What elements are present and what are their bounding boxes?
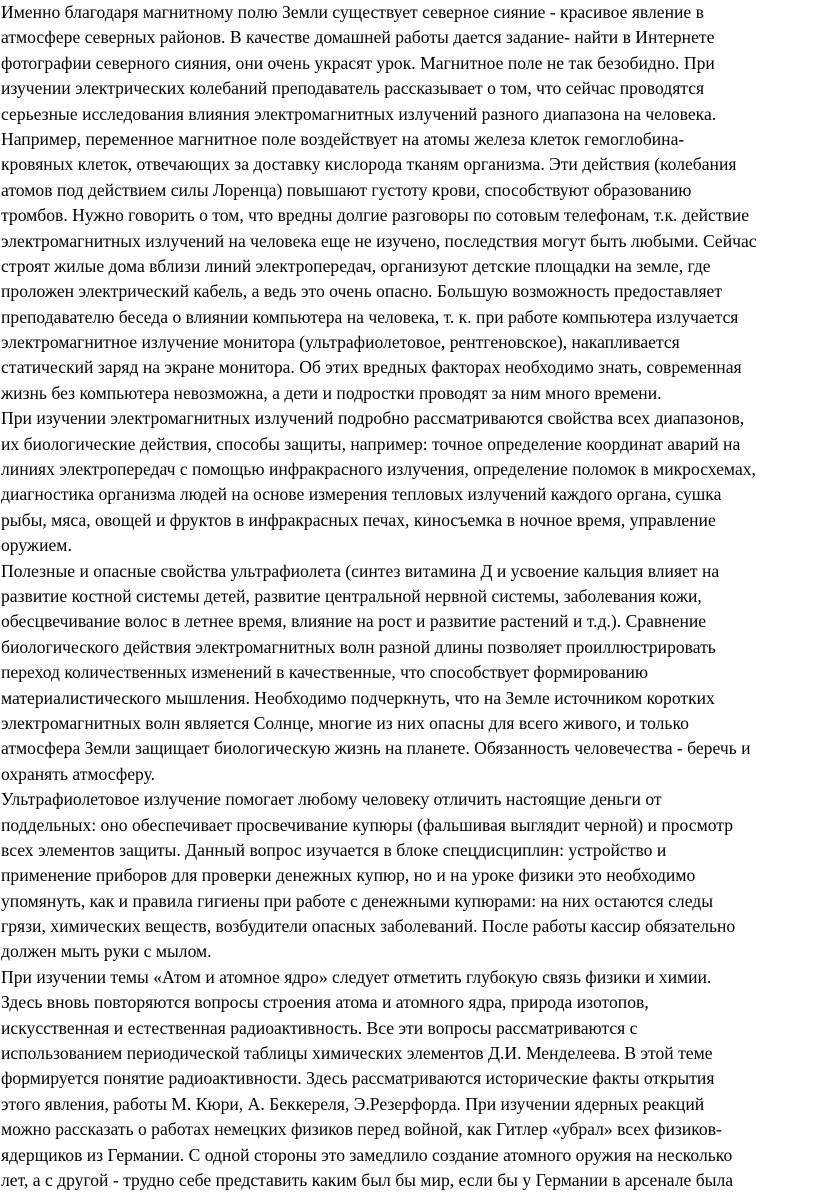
text-line: переход количественных изменений в качественные, что способствует формированию (1, 662, 649, 683)
text-line: преподавателю беседа о влиянии компьютера на человека, т. к. при работе компьютера излучается (1, 306, 739, 327)
text-line: искусственная и естественная радиоактивность. Все эти вопросы рассматриваются с (1, 1017, 638, 1038)
text-line: материалистического мышления. Необходимо подчеркнуть, что на Земле источником коротких (1, 687, 715, 708)
text-line: развитие костной системы детей, развитие центральной нервной системы, заболевания кожи, (1, 585, 702, 606)
text-line: обесцвечивание волос в летнее время, влияние на рост и развитие растений и т.д.). Сравнение (1, 611, 707, 632)
text-line: Ультрафиолетовое излучение помогает любому человеку отличить настоящие деньги от (1, 789, 662, 810)
text-line: оружием. (1, 535, 72, 556)
document-body-text (1, 0, 813, 1193)
text-line: Полезные и опасные свойства ультрафиолета (синтез витамина Д и усвоение кальция влияет на (1, 560, 720, 581)
text-line: охранять атмосферу. (1, 763, 156, 784)
text-line: атмосфере северных районов. В качестве домашней работы дается задание- найти в Интернете (1, 27, 715, 48)
text-line: формируется понятие радиоактивности. Здесь рассматриваются исторические факты открытия (1, 1068, 715, 1089)
text-line: статический заряд на экране монитора. Об этих вредных факторах необходимо знать, современная (1, 357, 742, 378)
text-line: этого явления, работы М. Кюри, А. Беккереля, Э.Резерфорда. При изучении ядерных реакций (1, 1093, 705, 1114)
text-line: строят жилые дома вблизи линий электропередач, организуют детские площадки на земле, где (1, 255, 711, 276)
text-line: При изучении электромагнитных излучений подробно рассматриваются свойства всех диапазонов, (1, 408, 745, 429)
text-line: поддельных: оно обеспечивает просвечивание купюры (фальшивая выглядит черной) и просмотр (1, 814, 733, 835)
text-line: Например, переменное магнитное поле воздействует на атомы железа клеток гемоглобина- (1, 128, 685, 149)
text-line: линиях электропередач с помощью инфракрасного излучения, определение поломок в микросхемах, (1, 459, 756, 480)
text-line: диагностика организма людей на основе измерения тепловых излучений каждого органа, сушка (1, 484, 722, 505)
text-line: грязи, химических веществ, возбудители опасных заболеваний. После работы кассир обязательно (1, 916, 736, 937)
text-line: При изучении темы «Атом и атомное ядро» следует отметить глубокую связь физики и химии. (1, 966, 712, 987)
text-line: их биологические действия, способы защиты, например: точное определение координат аварий на (1, 433, 741, 454)
text-line: лет, а с другой - трудно себе представить каким был бы мир, если бы у Германии в арсенале была (1, 1169, 734, 1190)
text-line: тромбов. Нужно говорить о том, что вредны долгие разговоры по сотовым телефонам, т.к. действие (1, 205, 750, 226)
text-line: биологического действия электромагнитных волн разной длины позволяет проиллюстрировать (1, 636, 716, 657)
text-line: использованием периодической таблицы химических элементов Д.И. Менделеева. В этой теме (1, 1043, 713, 1064)
text-line: атомов под действием силы Лоренца) повышают густоту крови, способствуют образованию (1, 179, 692, 200)
text-line: электромагнитных излучений на человека еще не изучено, последствия могут быть любыми. Сейчас (1, 230, 757, 251)
text-line: электромагнитное излучение монитора (ультрафиолетовое, рентгеновское), накапливается (1, 332, 680, 353)
text-line: упомянуть, как и правила гигиены при работе с денежными купюрами: на них остаются следы (1, 890, 714, 911)
text-line: изучении электрических колебаний преподаватель рассказывает о том, что сейчас проводятся (1, 78, 705, 99)
text-line: кровяных клеток, отвечающих за доставку кислорода тканям организма. Эти действия (колебания (1, 154, 737, 175)
text-line: всех элементов защиты. Данный вопрос изучается в блоке спецдисциплин: устройство и (1, 839, 667, 860)
text-line: можно рассказать о работах немецких физиков перед войной, как Гитлер «убрал» всех физиков- (1, 1119, 722, 1140)
text-line: жизнь без компьютера невозможна, а дети и подростки проводят за ним много времени. (1, 382, 662, 403)
text-line: электромагнитных волн является Солнце, многие из них опасны для всего живого, и только (1, 712, 689, 733)
text-line: атмосфера Земли защищает биологическую жизнь на планете. Обязанность человечества - беречь и (1, 738, 751, 759)
text-line: ядерщиков из Германии. С одной стороны это замедлило создание атомного оружия на несколько (1, 1144, 733, 1165)
text-line: фотографии северного сияния, они очень украсят урок. Магнитное поле не так безобидно. При (1, 52, 715, 73)
text-line: применение приборов для проверки денежных купюр, но и на уроке физики это необходимо (1, 865, 696, 886)
text-line: проложен электрический кабель, а ведь это очень опасно. Большую возможность предоставляет (1, 281, 723, 302)
text-line: Здесь вновь повторяются вопросы строения атома и атомного ядра, природа изотопов, (1, 992, 649, 1013)
text-line: должен мыть руки с мылом. (1, 941, 212, 962)
text-line: Именно благодаря магнитному полю Земли существует северное сияние - красивое явление в (1, 2, 704, 22)
text-line: рыбы, мяса, овощей и фруктов в инфракрасных печах, киносъемка в ночное время, управление (1, 509, 716, 530)
text-line: серьезные исследования влияния электромагнитных излучений разного диапазона на человека. (1, 103, 717, 124)
